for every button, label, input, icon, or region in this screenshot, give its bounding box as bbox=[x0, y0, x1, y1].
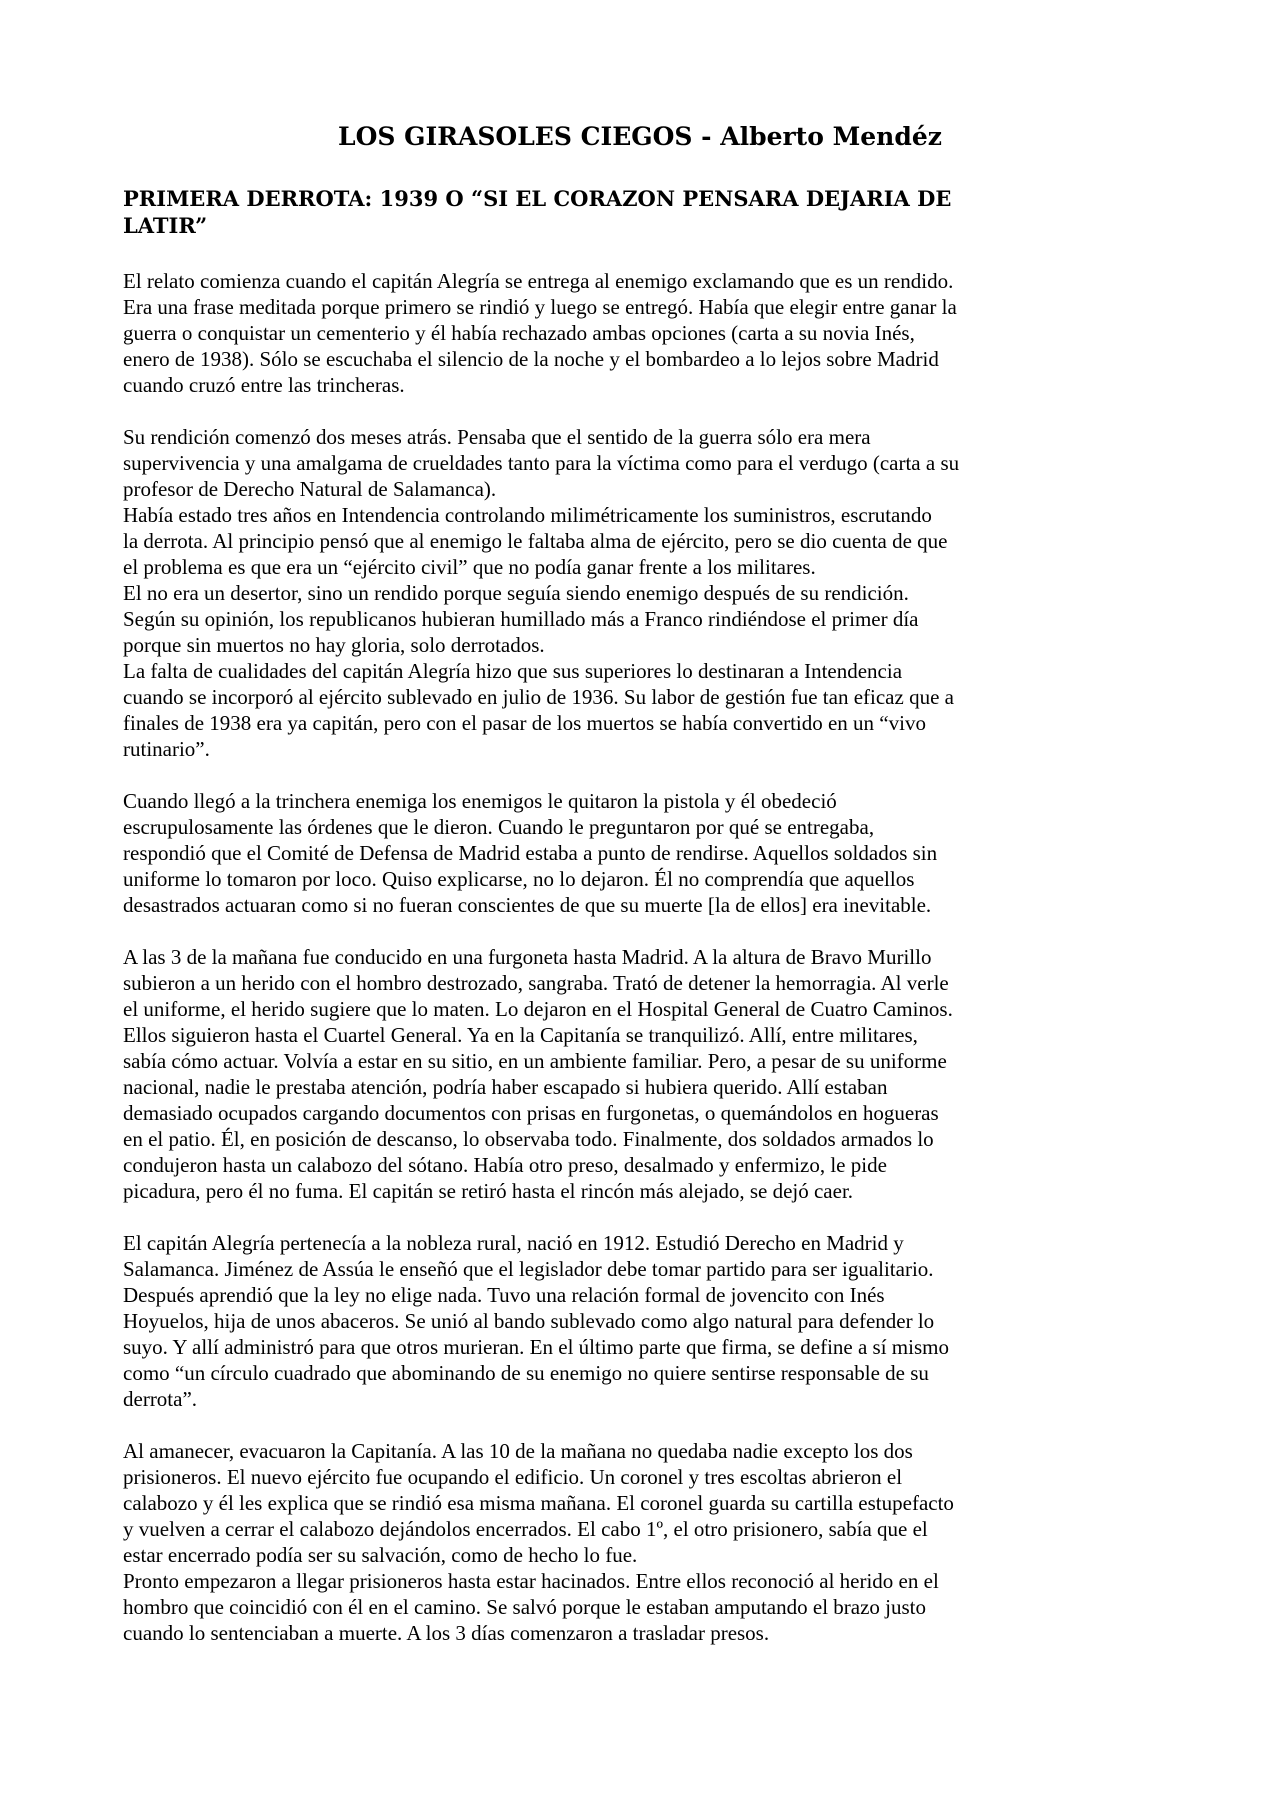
paragraph: Había estado tres años en Intendencia controlando milimétricamente los suministros, escrutando la derrota. Al principio pensó que al enemigo le faltaba alma de ejército, pero se dio cuenta de que el problema es que era un “ejército civil” que no podía ganar frente a los militares. bbox=[123, 503, 948, 579]
paragraph: La falta de cualidades del capitán Alegría hizo que sus superiores lo destinaran a Intendencia cuando se incorporó al ejército sublevado en julio de 1936. Su labor de gestión fue tan eficaz que a finales de 1938 era ya capitán, pero con el pasar de los muertos se había convertido en un “vivo rutinario”. bbox=[123, 659, 954, 761]
paragraph: Pronto empezaron a llegar prisioneros hasta estar hacinados. Entre ellos reconoció al herido en el hombro que coincidió con él en el camino. Se salvó porque le estaban amputando el brazo justo cuando lo sentenciaban a muerte. A los 3 días comenzaron a trasladar presos. bbox=[123, 1569, 939, 1645]
chapter-heading: PRIMERA DERROTA: 1939 O “SI EL CORAZON PENSARA DEJARIA DE LATIR” bbox=[123, 186, 952, 238]
document-title: LOS GIRASOLES CIEGOS - Alberto Mendéz bbox=[338, 122, 942, 151]
paragraph: A las 3 de la mañana fue conducido en una furgoneta hasta Madrid. A la altura de Bravo Murillo subieron a un herido con el hombro destrozado, sangraba. Trató de detener la hemorragia. Al verle el uniforme, el herido sugiere que lo maten. Lo dejaron en el Hospital General de Cuatro Caminos. Ellos siguieron hasta el Cuartel General. Ya en la Capitanía se tranquilizó. Allí, entre militares, sabía cómo actuar. Volvía a estar en su sitio, en un ambiente familiar. Pero, a pesar de su uniforme nacional, nadie le prestaba atención, podría haber escapado si hubiera querido. Allí estaban demasiado ocupados cargando documentos con prisas en furgonetas, o quemándolos en hogueras en el patio. Él, en posición de descanso, lo observaba todo. Finalmente, dos soldados armados lo condujeron hasta un calabozo del sótano. Había otro preso, desalmado y enfermizo, le pide picadura, pero él no fuma. El capitán se retiró hasta el rincón más alejado, se dejó caer. bbox=[123, 945, 953, 1203]
paragraph: El no era un desertor, sino un rendido porque seguía siendo enemigo después de su rendición. Según su opinión, los republicanos hubieran humillado más a Franco rindiéndose el primer día porque sin muertos no hay gloria, solo derrotados. bbox=[123, 581, 919, 657]
paragraph: Al amanecer, evacuaron la Capitanía. A las 10 de la mañana no quedaba nadie excepto los dos prisioneros. El nuevo ejército fue ocupando el edificio. Un coronel y tres escoltas abrieron el calabozo y él les explica que se rindió esa misma mañana. El coronel guarda su cartilla estupefacto y vuelven a cerrar el calabozo dejándolos encerrados. El cabo 1º, el otro prisionero, sabía que el estar encerrado podía ser su salvación, como de hecho lo fue. bbox=[123, 1439, 954, 1567]
paragraph: Cuando llegó a la trinchera enemiga los enemigos le quitaron la pistola y él obedeció escrupulosamente las órdenes que le dieron. Cuando le preguntaron por qué se entregaba, respondió que el Comité de Defensa de Madrid estaba a punto de rendirse. Aquellos soldados sin uniforme lo tomaron por loco. Quiso explicarse, no lo dejaron. Él no comprendía que aquellos desastrados actuaran como si no fueran conscientes de que su muerte [la de ellos] era inevitable. bbox=[123, 789, 938, 917]
paragraph: El capitán Alegría pertenecía a la nobleza rural, nació en 1912. Estudió Derecho en Madrid y Salamanca. Jiménez de Assúa le enseñó que el legislador debe tomar partido para ser igualitario. Después aprendió que la ley no elige nada. Tuvo una relación formal de jovencito con Inés Hoyuelos, hija de unos abaceros. Se unió al bando sublevado como algo natural para defender lo suyo. Y allí administró para que otros murieran. En el último parte que firma, se define a sí mismo como “un círculo cuadrado que abominando de su enemigo no quiere sentirse responsable de su derrota”. bbox=[123, 1231, 949, 1411]
body-text bbox=[123, 268, 1173, 1646]
paragraph: Su rendición comenzó dos meses atrás. Pensaba que el sentido de la guerra sólo era mera supervivencia y una amalgama de crueldades tanto para la víctima como para el verdugo (carta a su profesor de Derecho Natural de Salamanca). bbox=[123, 425, 960, 501]
paragraph: El relato comienza cuando el capitán Alegría se entrega al enemigo exclamando que es un rendido. Era una frase meditada porque primero se rindió y luego se entregó. Había que elegir entre ganar la guerra o conquistar un cementerio y él había rechazado ambas opciones (carta a su novia Inés, enero de 1938). Sólo se escuchaba el silencio de la noche y el bombardeo a lo lejos sobre Madrid cuando cruzó entre las trincheras. bbox=[123, 269, 957, 397]
